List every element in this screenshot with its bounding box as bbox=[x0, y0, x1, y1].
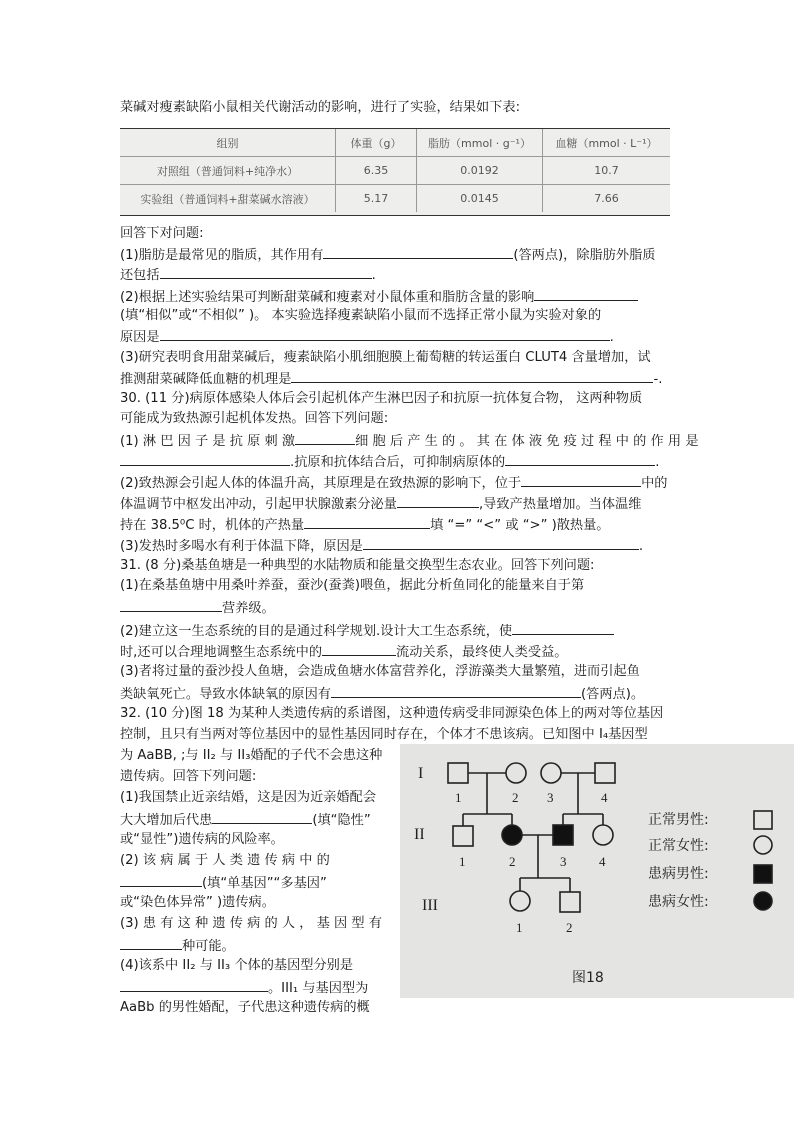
q29-prompt: 回答下对问题: bbox=[120, 226, 204, 241]
q30-q2c bbox=[120, 514, 610, 536]
q29-p1c: 还包括 . bbox=[120, 264, 376, 286]
text: ,导致产热量增加。当体温维 bbox=[478, 497, 642, 512]
answer-blank[interactable] bbox=[120, 977, 268, 992]
q29-p2 bbox=[120, 286, 638, 308]
table-header: 体重（g） bbox=[336, 129, 417, 157]
gen-label-1: I bbox=[418, 765, 424, 782]
pedigree-normal-female bbox=[541, 763, 561, 783]
answer-blank[interactable] bbox=[521, 472, 641, 487]
individual-number: 2 bbox=[509, 854, 516, 869]
legend-affected-female-icon bbox=[754, 892, 772, 910]
q31-q1b bbox=[120, 597, 275, 619]
text: .抗原和抗体结合后，可抑制病原体的 bbox=[290, 455, 506, 470]
answer-blank[interactable] bbox=[534, 286, 638, 301]
legend-label: 正常女性: bbox=[648, 838, 709, 854]
results-table bbox=[120, 128, 670, 216]
pedigree-normal-female bbox=[510, 891, 530, 911]
answer-blank[interactable] bbox=[397, 493, 479, 508]
q30-q1b: .抗原和抗体结合后，可抑制病原体的 . bbox=[120, 451, 659, 473]
answer-blank[interactable] bbox=[322, 641, 396, 656]
answer-blank[interactable] bbox=[160, 264, 372, 279]
q31-title: 31. (8 分)桑基鱼塘是一种典型的水陆物质和能量交换型生态农业。回答下列问题: bbox=[120, 558, 595, 573]
table-cell: 0.0145 bbox=[417, 185, 543, 213]
figure-caption: 图18 bbox=[572, 970, 604, 986]
text: (3)发热时多喝水有利于体温下降，原因是 bbox=[120, 539, 363, 554]
q32-line3: 为 AaBB, ;与 II₂ 与 II₃婚配的子代不会患这种 bbox=[120, 748, 383, 763]
answer-blank[interactable] bbox=[505, 451, 655, 466]
q29-p1 bbox=[120, 244, 655, 266]
table-cell: 6.35 bbox=[336, 157, 417, 185]
q30-q2 bbox=[120, 472, 668, 494]
pedigree-normal-male bbox=[560, 892, 580, 912]
q29-p2c: 原因是 . bbox=[120, 326, 614, 348]
text: 流动关系，最终使人类受益。 bbox=[396, 645, 568, 660]
text: 填 “=” “<” 或 “>” )散热量。 bbox=[430, 518, 610, 533]
text: 大大增加后代患 bbox=[120, 813, 213, 828]
legend-label: 患病女性: bbox=[648, 894, 709, 910]
text: 时,还可以合理地调整生态系统中的 bbox=[120, 645, 323, 660]
gen-label-3: III bbox=[422, 897, 438, 914]
q29-p3: (3)研究表明食用甜菜碱后，瘦素缺陷小肌细胞膜上葡萄糖的转运蛋白 CLUT4 含量增加，试 bbox=[120, 350, 651, 365]
pedigree-normal-female bbox=[593, 825, 613, 845]
text: (填“隐性” bbox=[312, 813, 371, 828]
answer-blank[interactable] bbox=[120, 451, 290, 466]
answer-blank[interactable] bbox=[323, 244, 513, 259]
individual-number: 1 bbox=[459, 854, 466, 869]
q30-q1 bbox=[120, 430, 699, 452]
text: 种可能。 bbox=[182, 939, 235, 954]
q32-title: 32. (10 分)图 18 为某种人类遗传病的系谱图，这种遗传病受非同源染色体上的两对等位基因 bbox=[120, 706, 664, 721]
text: 体温调节中枢发出冲动，引起甲状腺激素分泌量 bbox=[120, 497, 397, 512]
text: 细 胞 后 产 生 的 。 其 在 体 液 免 疫 过 程 中 的 作 用 是 bbox=[355, 434, 699, 449]
q29-p3b: 推测甜菜碱降低血糖的机理是 -. bbox=[120, 368, 662, 390]
text: 推测甜菜碱降低血糖的机理是 bbox=[120, 372, 292, 387]
pedigree-affected-female bbox=[502, 825, 522, 845]
table-cell: 10.7 bbox=[543, 157, 671, 185]
q32-q1c: 或“显性”)遗传病的风险率。 bbox=[120, 832, 284, 847]
pedigree-figure bbox=[400, 744, 794, 998]
q30-line2: 可能成为致热源引起机体发热。回答下列问题: bbox=[120, 411, 389, 426]
text: (2)致热源会引起人体的体温升高，其原理是在致热源的影响下，位于 bbox=[120, 476, 522, 491]
table-cell: 7.66 bbox=[594, 192, 619, 205]
q32-line4: 遗传病。回答下列问题: bbox=[120, 769, 257, 784]
q32-q1b bbox=[120, 809, 371, 831]
q31-q1: (1)在桑基鱼塘中用桑叶养蚕，蚕沙(蚕粪)喂鱼，据此分析鱼同化的能量来自于第 bbox=[120, 578, 585, 593]
pedigree-normal-male bbox=[595, 763, 615, 783]
answer-blank[interactable] bbox=[212, 809, 312, 824]
legend-label: 患病男性: bbox=[648, 866, 709, 882]
individual-number: 2 bbox=[512, 790, 519, 805]
text: (2)根据上述实验结果可判断甜菜碱和瘦素对小鼠体重和脂肪含量的影响 bbox=[120, 290, 535, 305]
table-header-row bbox=[120, 129, 670, 157]
table-header: 血糖（mmol · L⁻¹） bbox=[543, 129, 671, 157]
q32-q4b bbox=[120, 977, 368, 999]
q32-q3: (3) 患 有 这 种 遗 传 病 的 人 ， 基 因 型 有 bbox=[120, 916, 382, 931]
individual-number: 1 bbox=[516, 920, 523, 935]
individual-number: 3 bbox=[560, 854, 567, 869]
answer-blank[interactable] bbox=[160, 326, 610, 341]
q32-q1: (1)我国禁止近亲结婚，这是因为近亲婚配会 bbox=[120, 790, 377, 805]
text: 营养级。 bbox=[222, 601, 275, 616]
legend-normal-female-icon bbox=[754, 836, 772, 854]
table-cell: 对照组（普通饲料+纯净水） bbox=[120, 157, 336, 185]
q31-q3b bbox=[120, 683, 644, 705]
legend-normal-male-icon bbox=[754, 811, 772, 829]
individual-number: 3 bbox=[547, 790, 554, 805]
q31-q3: (3)者将过量的蚕沙投人鱼塘，会造成鱼塘水体富营养化，浮游藻类大量繁殖，进而引起鱼 bbox=[120, 664, 640, 679]
answer-blank[interactable] bbox=[363, 535, 639, 550]
text: (1) 淋 巴 因 子 是 抗 原 刺 激 bbox=[120, 434, 296, 449]
q30-title: 30. (11 分)病原体感染人体后会引起机体产生淋巴因子和抗原一抗体复合物， 这两种物质 bbox=[120, 391, 643, 406]
individual-number: 4 bbox=[601, 790, 608, 805]
table-cell: 5.17 bbox=[336, 185, 417, 213]
pedigree-normal-male bbox=[453, 826, 473, 846]
text: (答两点)，除脂肪外脂质 bbox=[513, 248, 656, 263]
gen-label-2: II bbox=[414, 826, 425, 843]
individual-number: 4 bbox=[599, 854, 606, 869]
q31-q2 bbox=[120, 620, 614, 642]
text: 原因是 bbox=[120, 330, 160, 345]
answer-blank[interactable] bbox=[120, 597, 222, 612]
q32-line2: 控制，且只有当两对等位基因中的显性基因同时存在，个体才不患该病。已知图中 I₄基因型 bbox=[120, 727, 648, 742]
q32-q2c: 或“染色体异常” )遗传病。 bbox=[120, 895, 275, 910]
answer-blank[interactable] bbox=[295, 430, 355, 445]
table-cell: 0.0192 bbox=[417, 157, 543, 185]
answer-blank[interactable] bbox=[304, 514, 430, 529]
intro-text: 菜碱对瘦素缺陷小鼠相关代谢活动的影响，进行了实验，结果如下表: bbox=[120, 100, 521, 115]
legend-label: 正常男性: bbox=[648, 812, 709, 828]
q30-q3: (3)发热时多喝水有利于体温下降，原因是 . bbox=[120, 535, 643, 557]
text: (1)脂肪是最常见的脂质，其作用有 bbox=[120, 248, 324, 263]
table-row bbox=[120, 185, 670, 213]
table-header: 脂肪（mmol · g⁻¹） bbox=[417, 129, 543, 157]
answer-blank[interactable] bbox=[512, 620, 614, 635]
text: (答两点)。 bbox=[581, 687, 645, 702]
text: (填“单基因”“多基因” bbox=[202, 876, 327, 891]
pedigree-affected-male bbox=[553, 825, 573, 845]
q32-q2b bbox=[120, 872, 327, 894]
answer-blank[interactable] bbox=[291, 368, 653, 383]
individual-number: 1 bbox=[455, 790, 462, 805]
table-header: 组别 bbox=[120, 129, 336, 157]
q32-q4: (4)该系中 II₂ 与 II₃ 个体的基因型分别是 bbox=[120, 958, 354, 973]
text: 类缺氧死亡。导致水体缺氧的原因有 bbox=[120, 687, 331, 702]
text: 持在 38.5⁰C 时，机体的产热量 bbox=[120, 518, 305, 533]
table-cell: 实验组（普通饲料+甜菜碱水溶液） bbox=[120, 185, 336, 213]
legend-affected-male-icon bbox=[754, 865, 772, 883]
table-row bbox=[120, 157, 670, 185]
answer-blank[interactable] bbox=[120, 872, 202, 887]
pedigree-normal-male bbox=[448, 763, 468, 783]
q30-q2b bbox=[120, 493, 641, 515]
q32-q2: (2) 该 病 属 于 人 类 遗 传 病 中 的 bbox=[120, 853, 330, 868]
q29-p2b: (填“相似”或“不相似” )。 本实验选择瘦素缺陷小鼠而不选择正常小鼠为实验对象的 bbox=[120, 308, 602, 323]
text: 中的 bbox=[641, 476, 668, 491]
q32-q4c: AaBb 的男性婚配，子代患这种遗传病的概 bbox=[120, 1000, 370, 1015]
text: (2)建立这一生态系统的目的是通过科学规划.设计大工生态系统，使 bbox=[120, 624, 513, 639]
text: 还包括 bbox=[120, 268, 160, 283]
answer-blank[interactable] bbox=[331, 683, 581, 698]
answer-blank[interactable] bbox=[120, 935, 182, 950]
pedigree-diagram bbox=[400, 744, 794, 998]
pedigree-normal-female bbox=[506, 763, 526, 783]
q31-q2b bbox=[120, 641, 567, 663]
individual-number: 2 bbox=[566, 920, 573, 935]
q32-q3b bbox=[120, 935, 235, 957]
text: 。III₁ 与基因型为 bbox=[268, 981, 369, 996]
